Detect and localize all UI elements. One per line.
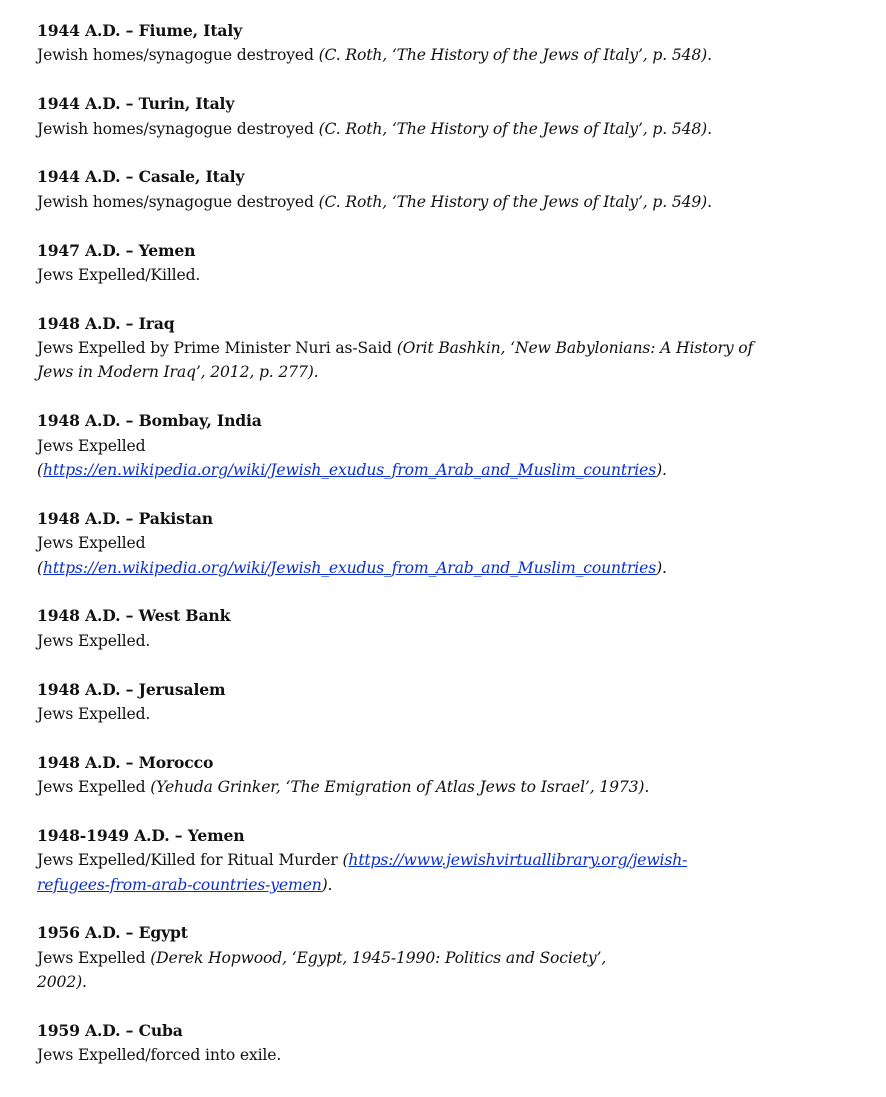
timeline-entry [37,312,753,385]
entry-description-line [37,458,753,482]
citation-text: (Orit Bashkin, ‘New Babylonians: A History of [396,339,754,358]
timeline-entry [37,824,753,897]
timeline-entry [37,604,753,653]
entry-description-line [37,848,753,872]
entry-description-line [37,263,753,287]
entry-description-line [37,629,753,653]
entry-title: 1948-1949 A.D. – Yemen [37,825,245,845]
citation-text: (C. Roth, ‘The History of the Jews of Italy’, p. 548). [318,119,712,138]
description-text: Jewish homes/synagogue destroyed [37,192,319,211]
entry-description-line [37,190,753,214]
timeline-entry [37,751,753,800]
timeline-entry [37,239,753,288]
timeline-entry [37,1019,753,1068]
description-text: Jews Expelled [37,778,151,797]
entry-title: 1948 A.D. – Jerusalem [37,679,226,699]
entry-title: 1944 A.D. – Turin, Italy [37,94,235,114]
description-text: Jewish homes/synagogue destroyed [37,119,319,138]
description-text: Jews Expelled/Killed for Ritual Murder [37,851,343,870]
description-text: Jews Expelled/forced into exile. [37,1046,282,1065]
entry-title: 1948 A.D. – Bombay, India [37,411,262,431]
source-link[interactable]: https://en.wikipedia.org/wiki/Jewish_exudus_from_Arab_and_Muslim_countries [42,461,657,480]
entry-description-line [37,117,753,141]
entry-description-line [37,1043,753,1067]
citation-text: ). [656,558,667,577]
entry-description-line [37,43,753,67]
document-body [37,19,753,1092]
citation-text: 2002). [37,973,87,992]
description-text: Jews Expelled [37,436,146,455]
timeline-entry [37,19,753,68]
entry-description-line [37,360,753,384]
citation-text: (Derek Hopwood, ‘Egypt, 1945-1990: Politics and Society’, [150,948,607,967]
citation-text: ( [342,851,349,870]
entry-description-line [37,336,753,360]
citation-text: (C. Roth, ‘The History of the Jews of Italy’, p. 549). [318,192,712,211]
description-text: Jewish homes/synagogue destroyed [37,46,319,65]
entry-description-line [37,873,753,897]
timeline-entry [37,409,753,482]
timeline-entry [37,921,753,994]
entry-title: 1948 A.D. – Morocco [37,752,214,772]
entry-title: 1947 A.D. – Yemen [37,240,196,260]
entry-description-line [37,775,753,799]
description-text: Jews Expelled. [37,704,151,723]
description-text: Jews Expelled. [37,631,151,650]
entry-title: 1944 A.D. – Fiume, Italy [37,21,243,40]
entry-description-line [37,531,753,555]
description-text: Jews Expelled [37,534,146,553]
timeline-entry [37,92,753,141]
citation-text: (C. Roth, ‘The History of the Jews of Italy’, p. 548). [318,46,712,65]
entry-description-line [37,946,753,970]
citation-text: ). [656,461,667,480]
entry-title: 1944 A.D. – Casale, Italy [37,167,245,187]
entry-title: 1948 A.D. – Pakistan [37,508,213,528]
description-text: Jews Expelled/Killed. [37,265,201,284]
citation-text: (Yehuda Grinker, ‘The Emigration of Atlas Jews to Israel’, 1973). [150,778,650,797]
entry-description-line [37,970,753,994]
citation-text: ( [37,558,43,577]
entry-title: 1959 A.D. – Cuba [37,1021,183,1041]
entry-title: 1948 A.D. – Iraq [37,313,175,333]
timeline-entry [37,165,753,214]
entry-description-line [37,434,753,458]
description-text: Jews Expelled by Prime Minister Nuri as-Said [37,339,397,358]
citation-text: ). [321,875,333,894]
timeline-entry [37,507,753,580]
entry-description-line [37,702,753,726]
description-text: Jews Expelled [37,948,151,967]
source-link[interactable]: https://en.wikipedia.org/wiki/Jewish_exudus_from_Arab_and_Muslim_countries [42,558,657,577]
entry-title: 1956 A.D. – Egypt [37,923,188,943]
timeline-entry [37,678,753,727]
citation-text: ( [37,461,43,480]
source-link[interactable]: refugees-from-arab-countries-yemen [37,875,322,894]
citation-text: Jews in Modern Iraq’, 2012, p. 277). [37,363,319,382]
entry-description-line [37,556,753,580]
source-link[interactable]: https://www.jewishvirtuallibrary.org/jewish- [348,851,688,870]
entry-title: 1948 A.D. – West Bank [37,606,231,626]
